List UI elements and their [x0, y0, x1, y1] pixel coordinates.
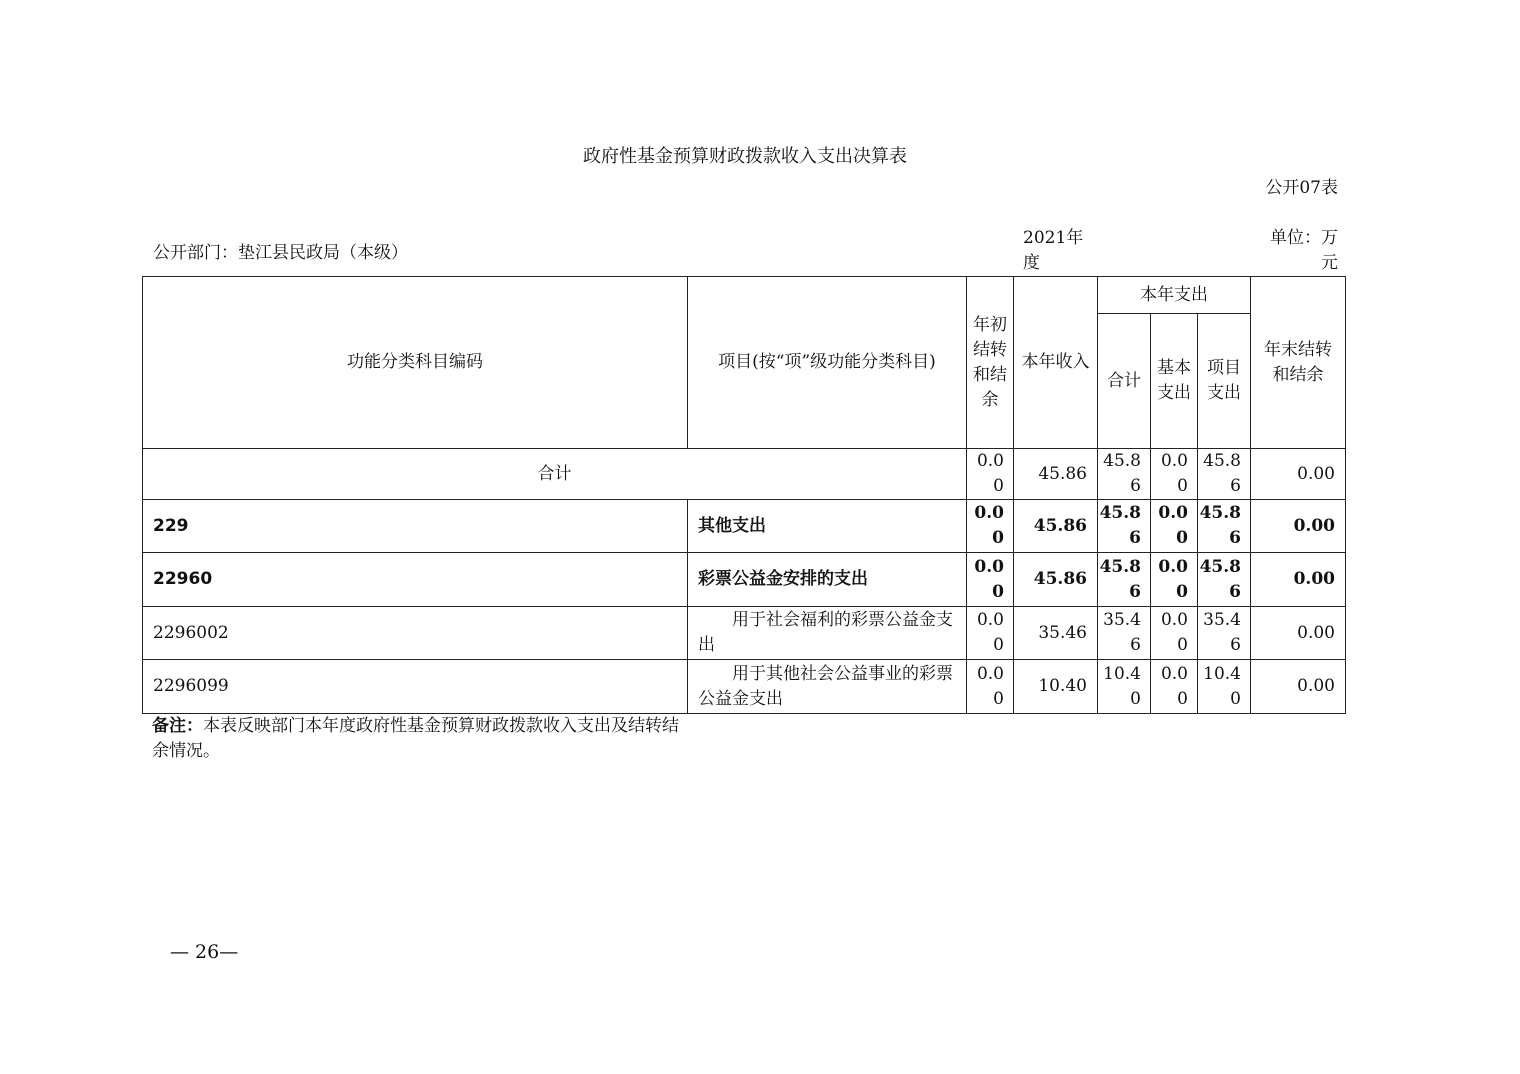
fiscal-year: 2021年度: [1023, 228, 1084, 273]
row-expense-basic: 0.00: [1151, 500, 1198, 553]
page-number: — 26—: [170, 941, 239, 963]
row-expense-project: 10.40: [1198, 660, 1251, 714]
row-expense-total: 35.46: [1098, 607, 1151, 660]
row-expense-project: 45.86: [1198, 553, 1251, 607]
document-title: 政府性基金预算财政拨款收入支出决算表: [583, 146, 907, 167]
budget-table: [142, 276, 1346, 714]
header-opening: 年初结转和结余: [967, 277, 1014, 449]
row-code: 22960: [143, 553, 688, 607]
total-expense-project: 45.86: [1198, 449, 1251, 500]
row-expense-total: 45.86: [1098, 553, 1151, 607]
row-item: 用于社会福利的彩票公益金支出: [688, 607, 967, 660]
total-opening: 0.00: [967, 449, 1014, 500]
row-code: 2296002: [143, 607, 688, 660]
header-item: 项目(按“项”级功能分类科目): [688, 277, 967, 449]
row-income: 45.86: [1014, 500, 1098, 553]
row-expense-total: 10.40: [1098, 660, 1151, 714]
row-income: 10.40: [1014, 660, 1098, 714]
header-expense-basic: 基本支出: [1151, 314, 1198, 449]
total-income: 45.86: [1014, 449, 1098, 500]
header-row: [143, 277, 1346, 314]
footnote: [152, 714, 692, 764]
row-item: 其他支出: [688, 500, 967, 553]
row-income: 45.86: [1014, 553, 1098, 607]
row-opening: 0.00: [967, 660, 1014, 714]
row-closing: 0.00: [1251, 500, 1346, 553]
total-label: 合计: [143, 449, 967, 500]
row-opening: 0.00: [967, 553, 1014, 607]
row-closing: 0.00: [1251, 553, 1346, 607]
header-expense-project: 项目支出: [1198, 314, 1251, 449]
table-number: 公开07表: [1265, 178, 1338, 198]
row-expense-total: 45.86: [1098, 500, 1151, 553]
header-closing: 年末结转和结余: [1251, 277, 1346, 449]
row-code: 229: [143, 500, 688, 553]
header-expense-total: 合计: [1098, 314, 1151, 449]
header-code: 功能分类科目编码: [143, 277, 688, 449]
footnote-text: 本表反映部门本年度政府性基金预算财政拨款收入支出及结转结余情况。: [152, 716, 679, 761]
total-closing: 0.00: [1251, 449, 1346, 500]
table-row: [143, 500, 1346, 553]
department-label: 公开部门：垫江县民政局（本级）: [153, 243, 408, 263]
row-code: 2296099: [143, 660, 688, 714]
total-row: [143, 449, 1346, 500]
table-row: [143, 660, 1346, 714]
total-expense-total: 45.86: [1098, 449, 1151, 500]
row-item: 用于其他社会公益事业的彩票公益金支出: [688, 660, 967, 714]
header-expense-group: 本年支出: [1098, 277, 1251, 314]
row-closing: 0.00: [1251, 660, 1346, 714]
row-expense-basic: 0.00: [1151, 660, 1198, 714]
table-row: [143, 607, 1346, 660]
header-income: 本年收入: [1014, 277, 1098, 449]
footnote-label: 备注：: [152, 716, 203, 736]
row-opening: 0.00: [967, 500, 1014, 553]
unit-label: 单位：万元: [1270, 228, 1338, 273]
row-expense-project: 45.86: [1198, 500, 1251, 553]
row-expense-basic: 0.00: [1151, 607, 1198, 660]
row-expense-project: 35.46: [1198, 607, 1251, 660]
row-opening: 0.00: [967, 607, 1014, 660]
table-row: [143, 553, 1346, 607]
row-income: 35.46: [1014, 607, 1098, 660]
row-closing: 0.00: [1251, 607, 1346, 660]
row-expense-basic: 0.00: [1151, 553, 1198, 607]
total-expense-basic: 0.00: [1151, 449, 1198, 500]
row-item: 彩票公益金安排的支出: [688, 553, 967, 607]
